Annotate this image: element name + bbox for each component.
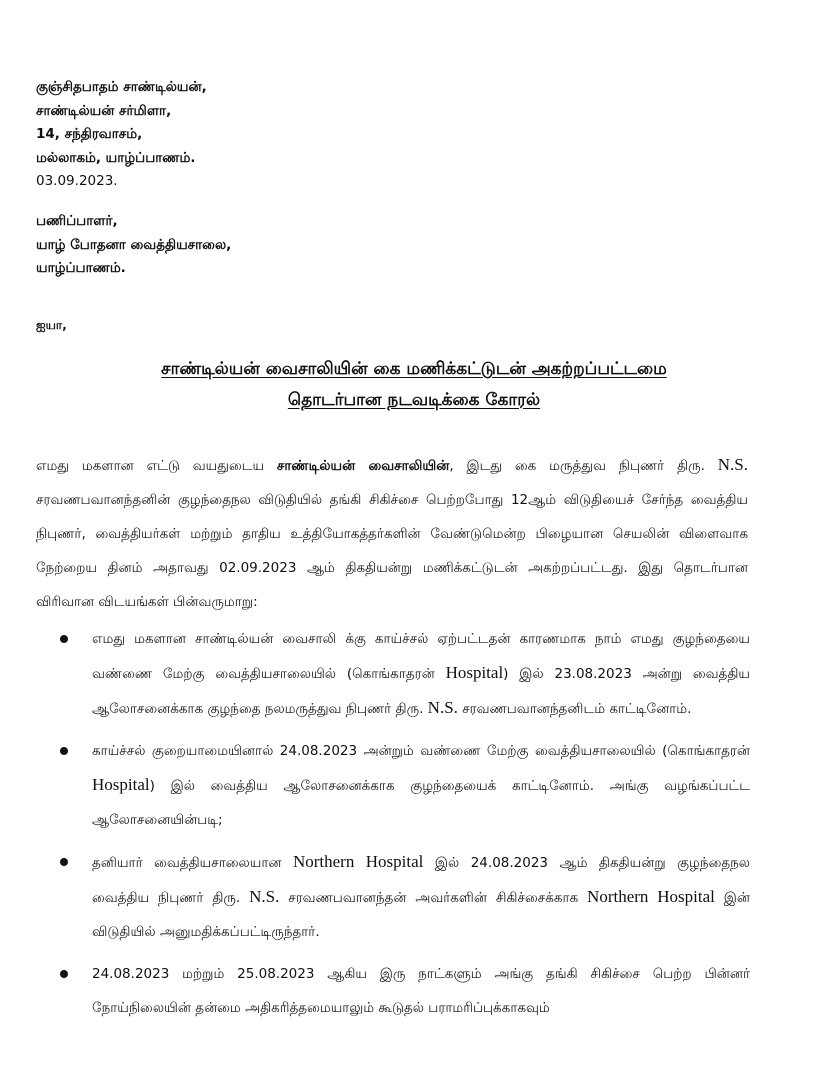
salutation: ஐயா,: [36, 318, 67, 332]
item-english: N.S.: [427, 698, 458, 717]
item-text: சரவணபவானந்தன் அவர்களின் சிகிச்சைக்காக: [279, 890, 588, 906]
list-item: [36, 622, 750, 726]
item-english: N.S.: [249, 887, 280, 906]
body-paragraph: [36, 448, 748, 619]
body-text-a: எமது மகளான எட்டு வயதுடைய: [36, 458, 277, 474]
item-text: இன் விடுதியில் அனுமதிக்கப்பட்டிருந்தார்.: [92, 890, 750, 940]
item-text: இல் 24.08.2023 ஆம் திகதியன்று குழந்தைநல வைத்திய நிபுணர் திரு.: [92, 855, 751, 906]
sender-line-3: 14, சந்திரவாசம்,: [36, 126, 143, 142]
sender-line-2: சாண்டில்யன் சர்மிளா,: [36, 102, 172, 119]
recipient-address: [36, 210, 231, 281]
subject-heading: [0, 354, 828, 416]
item-english: Hospital: [445, 663, 504, 682]
item-text: 24.08.2023 மற்றும் 25.08.2023 ஆகிய இரு நாட்களும் அங்கு தங்கி சிகிச்சை பெற்ற பின்னர் நோய்நிலையின் தன்மை அதிகரித்தமையாலும் கூடுதல் பராமரிப்புக்காகவும்: [92, 966, 750, 1016]
subject-line-2: தொடர்பான நடவடிக்கை கோரல்: [287, 390, 541, 410]
list-item: [36, 957, 750, 1025]
bullet-dot-icon: [60, 635, 68, 643]
item-text: எமது மகளான சாண்டில்யன் வைசாலி க்கு காய்ச்சல் ஏற்பட்டதன் காரணமாக நாம் எமது குழந்தையை வண்ணை மேற்கு வைத்தியசாலையில் (கொங்காதரன்: [92, 631, 750, 682]
sender-line-1: குஞ்சிதபாதம் சாண்டில்யன்,: [36, 79, 207, 95]
sender-line-4: மல்லாகம், யாழ்ப்பாணம்.: [36, 149, 196, 166]
body-initials: N.S.: [717, 455, 749, 474]
body-text-c: சரவணபவானந்தனின் குழந்தைநல விடுதியில் தங்கி சிகிச்சை பெற்றபோது 12ஆம் விடுதியைச் சேர்ந்த வைத்திய நிபுணர், வைத்தியர்கள் மற்றும் தாதிய உத்தியோகத்தர்களின் வேண்டுமென்ற பிழையான செயலின் விளைவாக நேற்றைய தினம் அதாவது 02.09.2023 ஆம் திகதியன்று மணிக்கட்டுடன் அகற்றப்பட்டது. இது தொடர்பான விரிவான விடயங்கள் பின்வருமாறு:: [36, 492, 748, 610]
details-list: [36, 622, 750, 1033]
sender-address: [36, 76, 207, 194]
bullet-dot-icon: [60, 970, 68, 978]
item-text: ) இல் வைத்திய ஆலோசனைக்காக குழந்தையைக் காட்டினோம். அங்கு வழங்கப்பட்ட ஆலோசனையின்படி;: [92, 778, 750, 828]
list-item: [36, 734, 750, 837]
list-item: [36, 845, 750, 949]
item-text: தனியார் வைத்தியசாலையான: [92, 855, 293, 871]
body-text-b: , இடது கை மருத்துவ நிபுணர் திரு.: [449, 458, 705, 474]
recipient-line-3: யாழ்ப்பாணம்.: [36, 260, 126, 276]
recipient-line-1: பணிப்பாளர்,: [36, 213, 118, 229]
subject-line-1: சாண்டில்யன் வைசாலியின் கை மணிக்கட்டுடன் அகற்றப்பட்டமை: [161, 359, 667, 379]
item-english: Northern Hospital: [292, 852, 424, 871]
item-english: Northern Hospital: [587, 887, 715, 906]
bullet-dot-icon: [60, 747, 68, 755]
bullet-dot-icon: [60, 858, 68, 866]
item-text: சரவணபவானந்தனிடம் காட்டினோம்.: [457, 701, 692, 717]
letter-date: 03.09.2023.: [36, 173, 118, 189]
item-text: காய்ச்சல் குறையாமையினால் 24.08.2023 அன்றும் வண்ணை மேற்கு வைத்தியசாலையில் (கொங்காதரன்: [92, 743, 750, 759]
item-english: Hospital: [92, 775, 150, 794]
body-name-bold: சாண்டில்யன் வைசாலியின்: [276, 458, 450, 474]
recipient-line-2: யாழ் போதனா வைத்தியசாலை,: [36, 236, 232, 253]
item-text: ) இல் 23.08.2023 அன்று வைத்திய ஆலோசனைக்காக குழந்தை நலமருத்துவ நிபுணர் திரு.: [92, 666, 750, 717]
